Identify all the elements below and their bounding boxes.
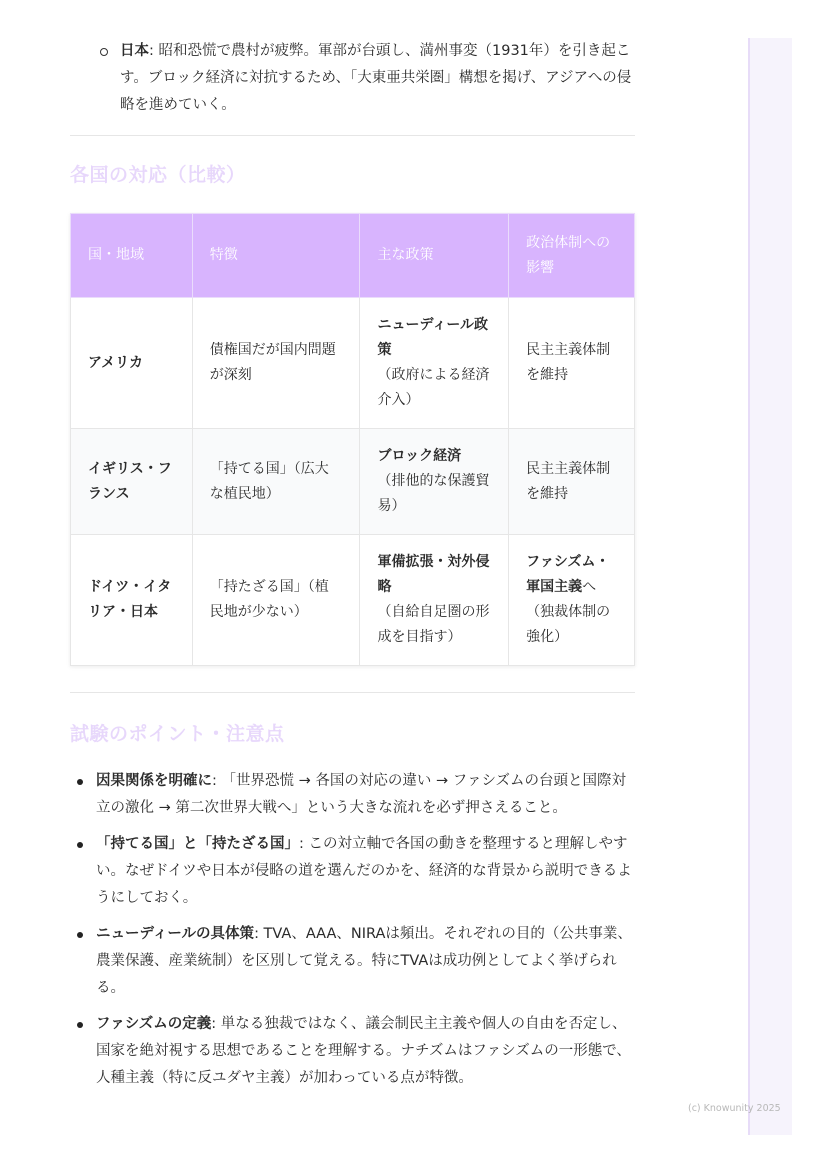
exam-points-list: [70, 768, 635, 1092]
intro-bold: 日本: [120, 43, 149, 59]
comparison-table: [70, 213, 635, 666]
point-text: : この対立軸で各国の動きを整理すると理解しやすい。なぜドイツや日本が侵略の道を選んだのかを、経済的な背景から説明できるようにしておく。: [96, 836, 632, 906]
region-cell: アメリカ: [71, 298, 193, 429]
feature-cell: 「持たざる国」（植民地が少ない）: [192, 535, 360, 666]
policy-sub: （政府による経済介入）: [377, 367, 490, 408]
list-item: [70, 921, 635, 1002]
policy-sub: （自給自足圏の形成を目指す）: [377, 604, 490, 645]
content: [70, 36, 635, 1101]
effect-bold: ファシズム・軍国主義: [526, 554, 610, 595]
copyright-footer: (c) Knowunity 2025: [688, 1103, 781, 1114]
effect-text: 民主主義体制を維持: [526, 342, 611, 383]
list-item: [70, 831, 635, 912]
table-header-cell: 主な政策: [360, 214, 509, 298]
effect-cell: [509, 429, 635, 535]
policy-bold: ニューディール政策: [377, 317, 489, 358]
effect-text: へ（独裁体制の強化）: [526, 579, 611, 645]
table-header-cell: 国・地域: [71, 214, 193, 298]
side-panel: [748, 38, 792, 1135]
effect-cell: [509, 535, 635, 666]
list-item: [70, 1011, 635, 1092]
bullet-icon: [77, 842, 83, 848]
policy-bold: 軍備拡張・対外侵略: [377, 554, 490, 595]
section-title-exam-points: 試験のポイント・注意点: [70, 723, 285, 745]
policy-cell: [360, 429, 509, 535]
table-header-row: [71, 214, 635, 298]
divider: [70, 135, 635, 136]
effect-cell: [509, 298, 635, 429]
point-text: : TVA、AAA、NIRAは頻出。それぞれの目的（公共事業、農業保護、産業統制）を区別して覚える。特にTVAは成功例としてよく挙げられる。: [96, 926, 632, 996]
table-header-cell: 特徴: [192, 214, 360, 298]
policy-sub: （排他的な保護貿易）: [377, 473, 490, 514]
table-row: [71, 298, 635, 429]
point-text: : 「世界恐慌 → 各国の対応の違い → ファシズムの台頭と国際対立の激化 → 第二次世界大戦へ」という大きな流れを必ず押さえること。: [96, 773, 627, 816]
section-title-comparison: 各国の対応（比較）: [70, 164, 246, 186]
point-bold: 「持てる国」と「持たざる国」: [96, 836, 299, 852]
intro-item-japan: [70, 38, 635, 119]
policy-cell: [360, 298, 509, 429]
region-cell: ドイツ・イタリア・日本: [71, 535, 193, 666]
point-bold: 因果関係を明確に: [96, 773, 212, 789]
feature-cell: 「持てる国」（広大な植民地）: [192, 429, 360, 535]
region-cell: イギリス・フランス: [71, 429, 193, 535]
policy-cell: [360, 535, 509, 666]
bullet-icon: [77, 779, 83, 785]
divider: [70, 692, 635, 693]
point-text: : 単なる独裁ではなく、議会制民主主義や個人の自由を否定し、国家を絶対視する思想であることを理解する。ナチズムはファシズムの一形態で、人種主義（特に反ユダヤ主義）が加わっている点が特徴。: [96, 1016, 631, 1086]
point-bold: ファシズムの定義: [96, 1016, 212, 1032]
list-item: [70, 768, 635, 822]
circle-bullet-icon: [100, 48, 108, 56]
bullet-icon: [77, 1022, 83, 1028]
table-row: [71, 535, 635, 666]
effect-text: 民主主義体制を維持: [526, 460, 611, 502]
table-row: [71, 429, 635, 535]
point-bold: ニューディールの具体策: [96, 926, 255, 942]
feature-cell: 債権国だが国内問題が深刻: [192, 298, 360, 429]
bullet-icon: [77, 932, 83, 938]
intro-text: : 昭和恐慌で農村が疲弊。軍部が台頭し、満州事変（1931年）を引き起こす。ブロック経済に対抗するため、「大東亜共栄圏」構想を掲げ、アジアへの侵略を進めていく。: [120, 43, 632, 113]
policy-bold: ブロック経済: [377, 448, 462, 464]
table-header-cell: 政治体制への影響: [509, 214, 635, 298]
